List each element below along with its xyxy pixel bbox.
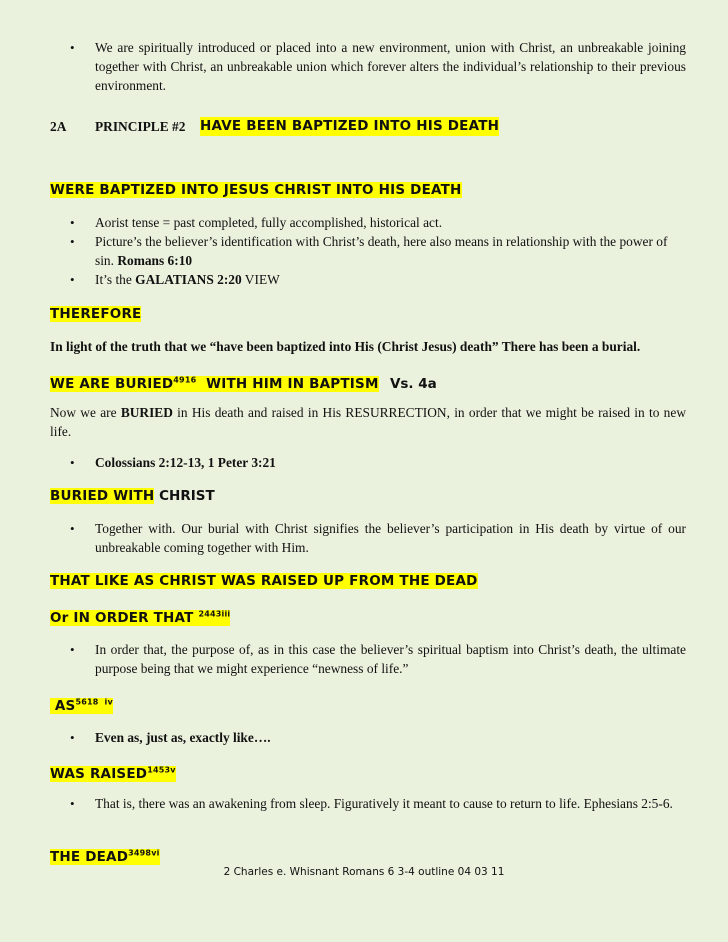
section-heading-the-dead: THE $DEAD^{3498vi}$	[50, 848, 160, 865]
bullet-icon: •	[70, 215, 75, 230]
bullet-icon: •	[70, 455, 75, 470]
section-heading-was-raised: WAS $RAISED^{1453v}$	[50, 765, 176, 782]
buried-paragraph: Now we are BURIED in His death and raised in His RESURRECTION, in order that we might be raised in to new life.	[50, 405, 686, 439]
principle-label: PRINCIPLE #2	[95, 119, 186, 134]
bullet-icon: •	[70, 730, 75, 745]
bullet-icon: •	[70, 642, 75, 657]
as-bullets	[50, 728, 686, 747]
therefore-text: In light of the truth that we “have been baptized into His (Christ Jesus) death” There has been a burial.	[50, 339, 641, 354]
list-item: • In order that, the purpose of, as in this case the believer’s spiritual baptism into Christ’s death, the ultimate purpose being that we might experience “newness of life.”	[70, 642, 686, 676]
list-item: • Picture’s the believer’s identification with Christ’s death, here also means in relationship with the power of sin. Romans 6:10	[70, 234, 668, 268]
was-raised-bullets	[50, 794, 686, 813]
section-heading-therefore	[50, 304, 686, 324]
bullet-icon: •	[70, 40, 75, 55]
bullet-icon: •	[70, 234, 75, 249]
list-item: • That is, there was an awakening from sleep. Figuratively it meant to cause to return to life. Ephesians 2:5-6.	[70, 796, 673, 811]
section-heading-as: $AS^{5618 iv}$	[50, 697, 113, 714]
bullet-icon: •	[70, 796, 75, 811]
bullet-icon: •	[70, 272, 75, 287]
list-item: • Colossians 2:12-13, 1 Peter 3:21	[70, 455, 276, 470]
intro-bullet-list	[50, 38, 686, 95]
list-item: • Aorist tense = past completed, fully accomplished, historical act.	[70, 215, 443, 230]
baptized-heading: WERE BAPTIZED INTO JESUS CHRIST INTO HIS DEATH	[50, 182, 462, 198]
buried-verse: Vs. 4a	[389, 375, 437, 392]
principle-number: 2A	[50, 119, 67, 134]
list-item: • Even as, just as, exactly like….	[70, 730, 271, 745]
baptized-bullets	[50, 213, 686, 289]
section-heading-buried-with: BURIED WITH CHRIST	[50, 488, 215, 504]
buried-heading: WE ARE $BURIED^{4916}$ WITH HIM IN BAPTISM	[50, 375, 379, 392]
list-item	[50, 38, 686, 95]
intro-bullet-text: We are spiritually introduced or placed into a new environment, union with Christ, an unbreakable joining together with Christ, an unbreakable union which forever alters the individual’s relationship to their previous environment.	[95, 40, 686, 93]
section-heading-in-order: Or IN ORDER THAT $^{2443iii}$	[50, 609, 231, 626]
in-order-bullets	[50, 640, 686, 678]
list-item: • It’s the GALATIANS 2:20 VIEW	[70, 272, 280, 287]
section-heading-baptized	[50, 180, 686, 200]
list-item: • Together with. Our burial with Christ signifies the believer’s participation in His death by virtue of our unbreakable coming together with Him.	[70, 521, 686, 555]
page-footer: 2 Charles e. Whisnant Romans 6 3-4 outline 04 03 11	[223, 866, 505, 878]
therefore-heading: THEREFORE	[50, 306, 142, 322]
section-heading-raised-up: THAT LIKE AS CHRIST WAS RAISED UP FROM THE DEAD	[50, 573, 478, 589]
principle-heading	[50, 117, 686, 136]
buried-with-bullets	[50, 519, 686, 557]
buried-bullets	[50, 453, 686, 472]
principle-title: HAVE BEEN BAPTIZED INTO HIS DEATH	[200, 118, 500, 134]
bullet-icon: •	[70, 521, 75, 536]
section-heading-buried	[50, 370, 686, 394]
